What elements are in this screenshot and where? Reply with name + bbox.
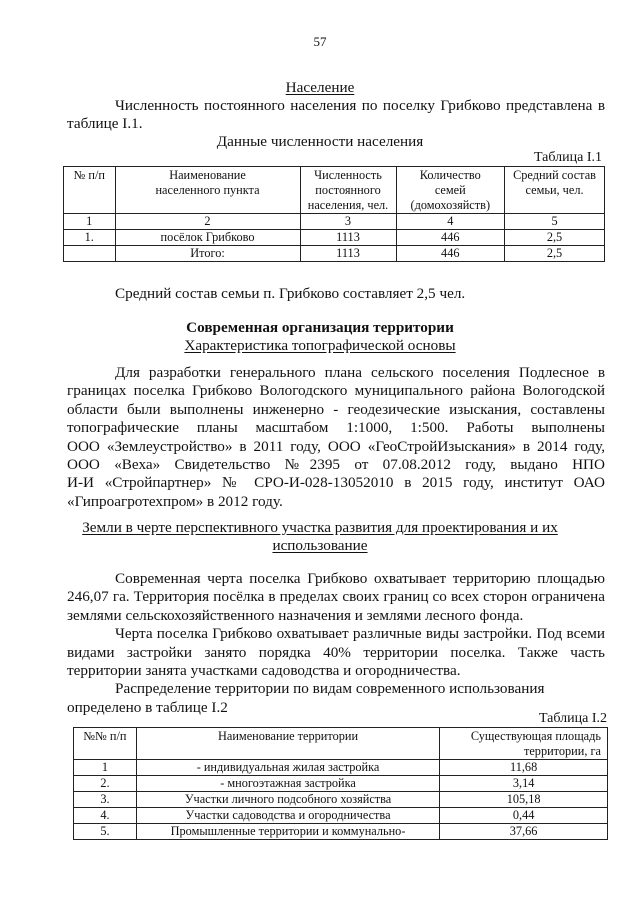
section-heading-population: Население	[285, 79, 355, 96]
population-table	[63, 166, 605, 262]
territory-table	[73, 727, 608, 840]
cell: 2	[115, 214, 300, 230]
header-cell: Количество семей (домохозяйств)	[396, 167, 505, 214]
cell: Промышленные территории и коммунально-	[136, 824, 439, 840]
cell: 3	[300, 214, 396, 230]
text-line: Современная черта поселка Грибково охватывает территорию площадью	[115, 570, 605, 587]
cell: - многоэтажная застройка	[136, 776, 439, 792]
header-cell: № п/п	[64, 167, 116, 214]
subheading-topographic: Характеристика топографической основы	[184, 337, 456, 354]
table-row-total	[64, 246, 605, 262]
text-line: Распределение территории по видам современного использования	[115, 680, 545, 698]
header-cell: Численность постоянного населения, чел.	[300, 167, 396, 214]
cell: 11,68	[440, 760, 608, 776]
cell: 5.	[74, 824, 137, 840]
text-line: Черта поселка Грибково охватывает различные виды застройки. Под всеми	[115, 625, 605, 643]
table-row	[64, 230, 605, 246]
text-line: «Гипроагротехпром» в 2012 году.	[67, 492, 283, 510]
cell: Участки садоводства и огородничества	[136, 808, 439, 824]
table-row	[74, 824, 608, 840]
text-line: землями сельскохозяйственного назначения и землями лесного фонда.	[67, 606, 524, 624]
text-line: границах поселка Грибково Вологодского муниципального района Вологодской	[67, 382, 605, 400]
cell: 1.	[64, 230, 116, 246]
cell	[64, 246, 116, 262]
section-heading-lands-2: использование	[272, 537, 368, 554]
header-cell: Средний состав семьи, чел.	[505, 167, 605, 214]
page-number: 57	[313, 34, 327, 49]
lands-paragraphs	[67, 570, 605, 717]
text-line: И-И «Стройпартнер» № СРО-И-028-13052010 в 2015 году, институт ОАО	[67, 474, 605, 492]
cell: 1	[74, 760, 137, 776]
cell: 0,44	[440, 808, 608, 824]
cell: 105,18	[440, 792, 608, 808]
text-line: территории занята участками садоводства и огородничества.	[67, 661, 461, 679]
text-line: ООО «Веха» Свидетельство №2395 от 07.08.2012 году, выдано НПО	[67, 455, 605, 473]
intro-line-2: таблице I.1.	[67, 115, 143, 132]
text-line: ООО «Землеустройство» в 2011 году, ООО «ГеоСтройИзыскания» в 2014 году,	[67, 437, 605, 455]
text-line: определено в таблице I.2	[67, 698, 228, 716]
topographic-paragraph	[67, 364, 605, 511]
cell: 2,5	[505, 246, 605, 262]
cell: 446	[396, 230, 505, 246]
cell: 1113	[300, 230, 396, 246]
text-line: 246,07 га. Территория посёлка в пределах своих границ со всех сторон ограничена	[67, 588, 605, 606]
header-cell: №№ п/п	[74, 728, 137, 760]
text-line: области были выполнены инженерно - геодезические изыскания, составлены	[67, 400, 605, 418]
cell: 4	[396, 214, 505, 230]
header-cell: Существующая площадь территории, га	[440, 728, 608, 760]
text-line: топографические планы масштабом 1:1000, 1:500. Работы выполнены	[67, 419, 605, 437]
cell: 2.	[74, 776, 137, 792]
cell: - индивидуальная жилая застройка	[136, 760, 439, 776]
text-line: видами застройки занято порядка 40% территории поселка. Также часть	[67, 643, 605, 661]
header-cell: Наименование населенного пункта	[115, 167, 300, 214]
text-line: Для разработки генерального плана сельского поселения Подлесное в	[115, 364, 605, 381]
cell: 1113	[300, 246, 396, 262]
section-heading-lands-1: Земли в черте перспективного участка развития для проектирования и их	[82, 519, 558, 536]
table-2-label: Таблица I.2	[538, 711, 607, 726]
header-cell: Наименование территории	[136, 728, 439, 760]
cell: 446	[396, 246, 505, 262]
cell: 1	[64, 214, 116, 230]
intro-line-1: Численность постоянного населения по поселку Грибково представлена в	[115, 97, 605, 114]
cell: посёлок Грибково	[115, 230, 300, 246]
cell: 3.	[74, 792, 137, 808]
cell: 3,14	[440, 776, 608, 792]
cell: Участки личного подсобного хозяйства	[136, 792, 439, 808]
table-1-title: Данные численности населения	[216, 133, 424, 150]
cell: 5	[505, 214, 605, 230]
table-row	[74, 808, 608, 824]
family-summary: Средний состав семьи п. Грибково составляет 2,5 чел.	[115, 285, 466, 302]
cell: 2,5	[505, 230, 605, 246]
cell: 4.	[74, 808, 137, 824]
table-row	[74, 792, 608, 808]
section-heading-territory: Современная организация территории	[186, 319, 454, 336]
table-1-label: Таблица I.1	[533, 150, 602, 165]
table-row	[64, 214, 605, 230]
table-row	[74, 776, 608, 792]
total-label: Итого:	[115, 246, 300, 262]
table-row	[74, 760, 608, 776]
cell: 37,66	[440, 824, 608, 840]
